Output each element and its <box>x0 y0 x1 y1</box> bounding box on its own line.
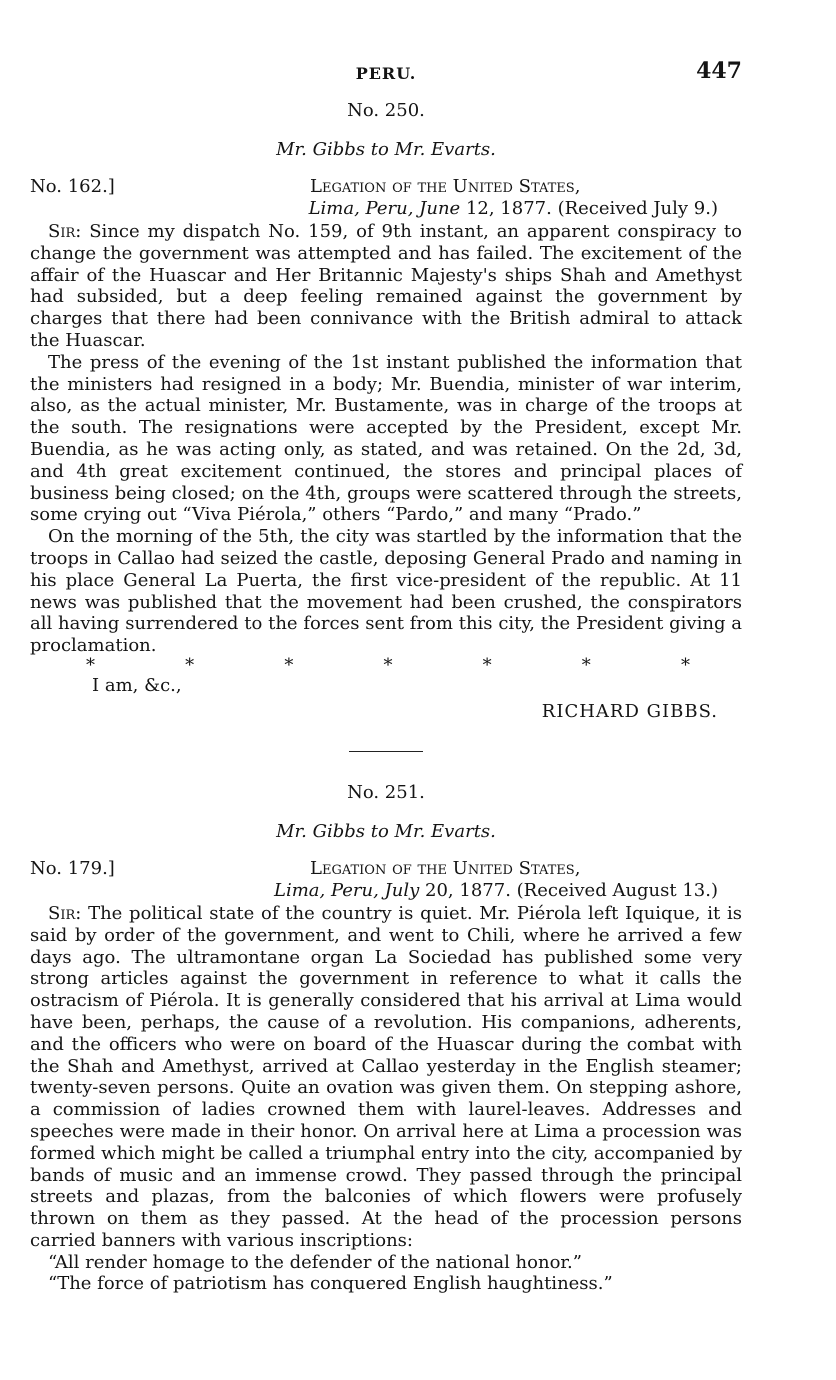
dispatch-number: No. 179.] <box>30 857 115 879</box>
document-number: No. 251. <box>347 781 425 803</box>
document-heading: Mr. Gibbs to Mr. Evarts. <box>276 139 496 160</box>
salutation: Sir <box>48 221 76 242</box>
document-heading: Mr. Gibbs to Mr. Evarts. <box>276 820 496 842</box>
dispatch-date: 20, 1877. <box>425 879 511 901</box>
star: * <box>383 654 393 676</box>
document-page <box>30 58 742 1358</box>
legation-line: Legation of the United States, <box>310 857 581 879</box>
body-paragraph: The press of the evening of the 1st instant published the information that the ministers had resigned in a body; Mr. Buendia, minister of war interim, also, as the actual minister, Mr. Bustamente, was in charge of the troops at the south. The resignations were accepted by the President, except Mr. Buendia, as he was acting only, as stated, and was retained. On the 2d, 3d, and 4th great excitement continued, the stores and principal places of business being closed; on the 4th, groups were scattered through the streets, some crying out “Viva Piérola,” others “Pardo,” and many “Prado.” <box>30 351 742 526</box>
section-divider <box>349 751 423 752</box>
quoted-inscription: “All render homage to the defender of the national honor.” <box>48 1251 582 1273</box>
star: * <box>86 654 95 676</box>
place-date-line <box>30 880 742 901</box>
document-number: No. 250. <box>347 100 425 121</box>
received-date: (Received July 9.) <box>557 198 718 219</box>
dispatch-number: No. 162.] <box>30 176 115 197</box>
legation-line: Legation of the United States, <box>310 176 581 197</box>
star: * <box>185 654 195 676</box>
quoted-inscription: “The force of patriotism has conquered English haughtiness.” <box>48 1273 613 1295</box>
body-paragraph <box>30 903 742 1252</box>
dispatch-251 <box>30 782 742 1295</box>
closing-line: I am, &c., <box>92 674 182 696</box>
omission-stars <box>30 654 742 676</box>
body-paragraph <box>30 221 742 352</box>
dispatch-header <box>30 858 742 880</box>
star: * <box>680 654 690 676</box>
dispatch-250 <box>30 100 742 723</box>
star: * <box>284 654 294 676</box>
dispatch-place: Lima, Peru, July <box>274 879 420 901</box>
signature: RICHARD GIBBS. <box>541 700 718 722</box>
paragraph-text: : Since my dispatch No. 159, of 9th instant, an apparent conspiracy to change the government was attempted and has failed. The excitement of the affair of the Huascar and Her Britannic Majesty's ships Shah and Amethyst had subsided, but a deep feeling remained against the government by charges that there had been connivance with the British admiral to attack the Huascar. <box>30 221 742 351</box>
paragraph-text: : The political state of the country is quiet. Mr. Piérola left Iquique, it is said by order of the government, and went to Chili, where he arrived a few days ago. The ultramontane organ La Sociedad has published some very strong articles against the government in reference to what it calls the ostracism of Piérola. It is generally considered that his arrival at Lima would have been, perhaps, the cause of a revolution. His companions, adherents, and the officers who were on board of the Huascar during the combat with the Shah and Amethyst, arrived at Callao yesterday in the English steamer; twenty-seven persons. Quite an ovation was given them. On stepping ashore, a commission of ladies crowned them with laurel-leaves. Addresses and speeches were made in their honor. On arrival here at Lima a procession was formed which might be called a triumphal entry into the city, accompanied by bands of music and an immense crowd. They passed through the principal streets and plazas, from the balconies of which flowers were profusely thrown on them as they passed. At the head of the procession persons carried banners with various inscriptions: <box>30 902 742 1251</box>
star: * <box>482 654 492 676</box>
running-head <box>30 58 742 86</box>
received-date: (Received August 13.) <box>516 879 718 901</box>
page-number: 447 <box>696 58 742 84</box>
dispatch-header <box>30 176 742 198</box>
body-paragraph: On the morning of the 5th, the city was startled by the information that the troops in Callao had seized the castle, deposing General Prado and naming in his place General La Puerta, the first vice-president of the republic. At 11 news was published that the movement had been crushed, the conspirators all having surrendered to the forces sent from this city, the President giving a proclamation. <box>30 526 742 657</box>
salutation: Sir <box>48 902 76 924</box>
dispatch-place: Lima, Peru, June <box>308 198 461 219</box>
dispatch-date: 12, 1877. <box>465 198 552 219</box>
place-date-line <box>30 198 742 219</box>
running-head-section: PERU. <box>355 64 417 83</box>
star: * <box>581 654 591 676</box>
